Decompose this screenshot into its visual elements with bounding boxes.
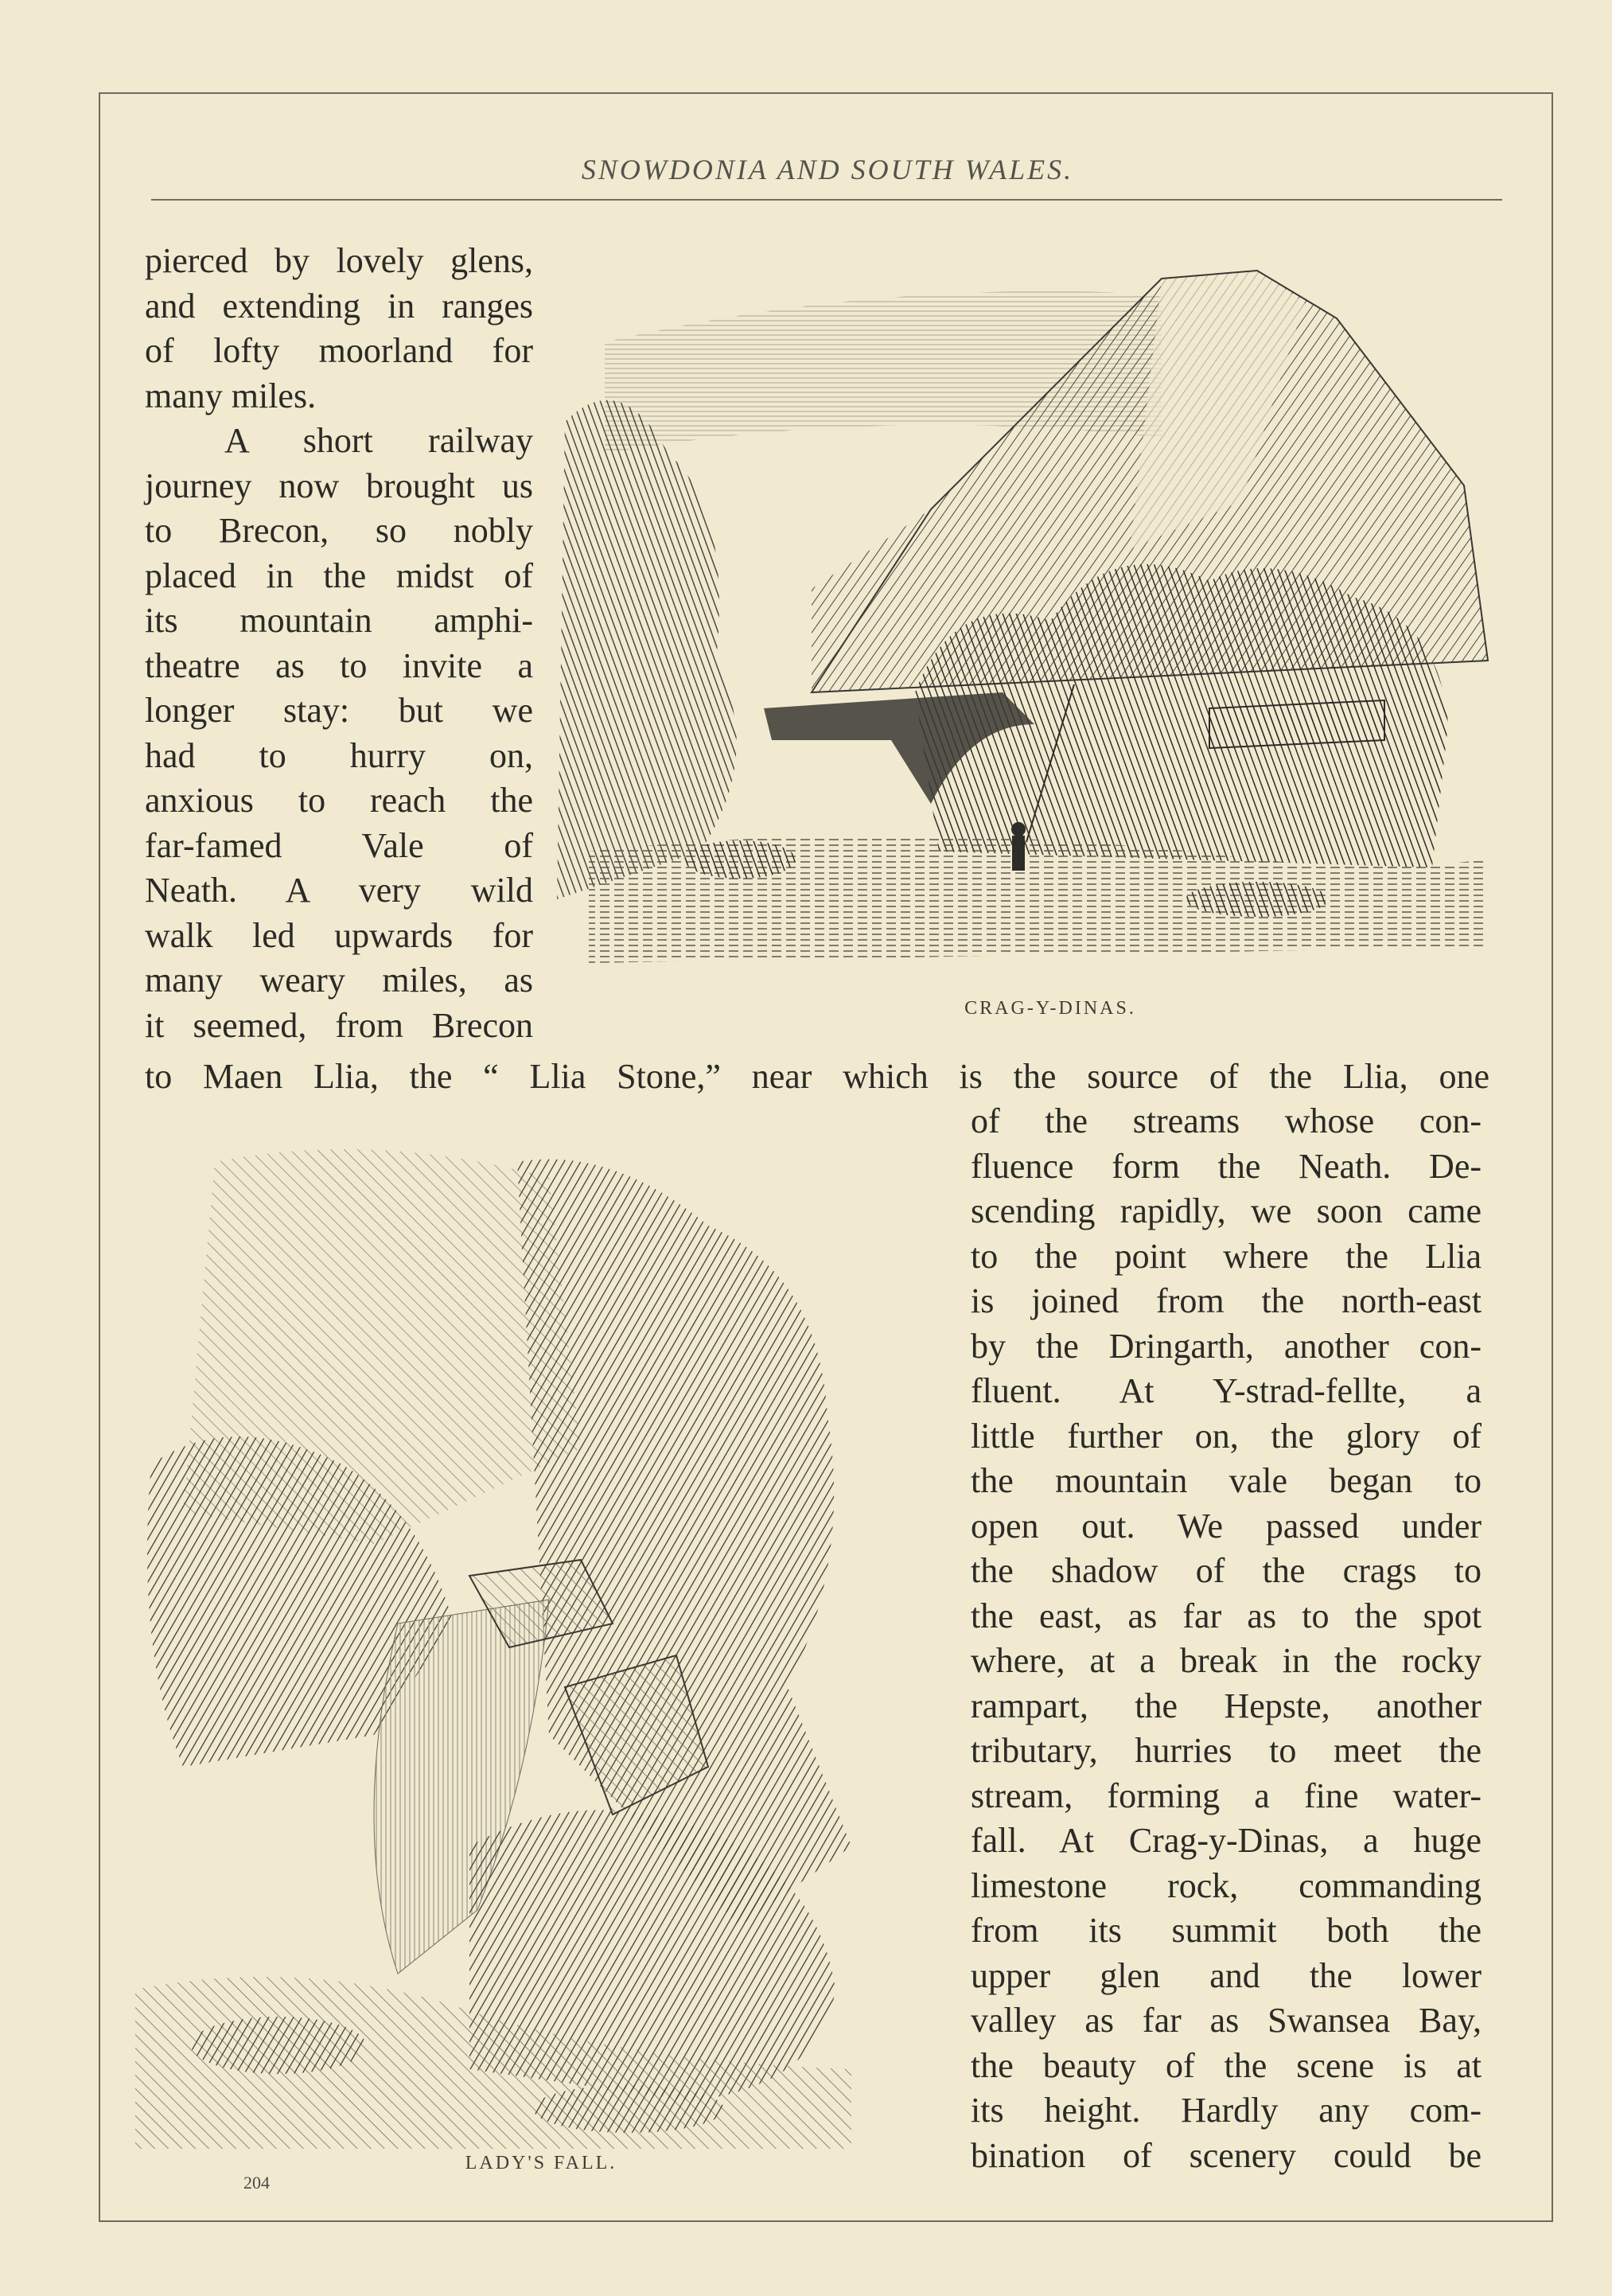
text-line: its height. Hardly any com- [971,2091,1482,2130]
full-width-text-line [145,1054,1489,1100]
text-line: journey now brought us [145,466,533,505]
text-line: scending rapidly, we soon came [971,1191,1482,1230]
text-line: from its summit both the [971,1911,1482,1950]
text-line: fluence form the Neath. De- [971,1146,1482,1186]
text-line: tributary, hurries to meet the [971,1731,1482,1770]
text-line: the east, as far as to the spot [971,1596,1482,1635]
text-line: the mountain vale began to [971,1461,1482,1500]
text-line: fluent. At Y-strad-fellte, a [971,1371,1482,1410]
text-line: by the Dringarth, another con- [971,1326,1482,1366]
text-line: many miles. [145,376,317,415]
text-line: stream, forming a fine water- [971,1776,1482,1815]
text-line: many weary miles, as [145,961,533,1000]
text-line: its mountain amphi- [145,601,533,640]
text-line: had to hurry on, [145,735,533,775]
text-line: valley as far as Swansea Bay, [971,2001,1482,2040]
header-rule [151,199,1502,201]
text-line: of the streams whose con- [971,1101,1482,1140]
bottom-illustration-caption: LADY'S FALL. [465,2153,617,2173]
text-line: little further on, the glory of [971,1416,1482,1456]
running-title: SNOWDONIA AND SOUTH WALES. [581,154,1074,185]
text-line: bination of scenery could be [971,2135,1482,2175]
text-line: anxious to reach the [145,781,533,820]
text-line: fall. At Crag-y-Dinas, a huge [971,1821,1482,1860]
text-line: to Maen Llia, the “ Llia Stone,” near which is the source of the Llia, one [145,1057,1489,1096]
ladys-fall-engraving [135,1130,931,2157]
text-line: the shadow of the crags to [971,1551,1482,1590]
text-line: far-famed Vale of [145,825,533,865]
text-line: to the point where the Llia [971,1236,1482,1276]
text-line: open out. We passed under [971,1506,1482,1546]
text-line: it seemed, from Brecon [145,1005,533,1045]
text-line: walk led upwards for [145,915,533,955]
text-line: placed in the midst of [145,555,533,595]
text-line: limestone rock, commanding [971,1865,1482,1905]
text-line: Neath. A very wild [145,871,533,910]
text-line: the beauty of the scene is at [971,2045,1482,2085]
text-line: longer stay: but we [145,691,533,730]
text-line: pierced by lovely glens, [145,241,533,280]
text-line: A short railway [224,421,533,460]
text-line: theatre as to invite a [145,645,533,685]
right-text-column [971,1099,1482,2178]
text-line: of lofty moorland for [145,331,533,370]
text-line: is joined from the north-east [971,1281,1482,1320]
text-line: upper glen and the lower [971,1955,1482,1995]
text-line: where, at a break in the rocky [971,1641,1482,1680]
page-number: 204 [243,2173,270,2193]
text-line: and extending in ranges [145,286,533,325]
top-illustration-caption: CRAG-Y-DINAS. [964,998,1136,1019]
crag-y-dinas-engraving [557,247,1496,995]
text-line: to Brecon, so nobly [145,511,533,550]
left-text-column [145,239,533,1048]
text-line: rampart, the Hepste, another [971,1686,1482,1725]
